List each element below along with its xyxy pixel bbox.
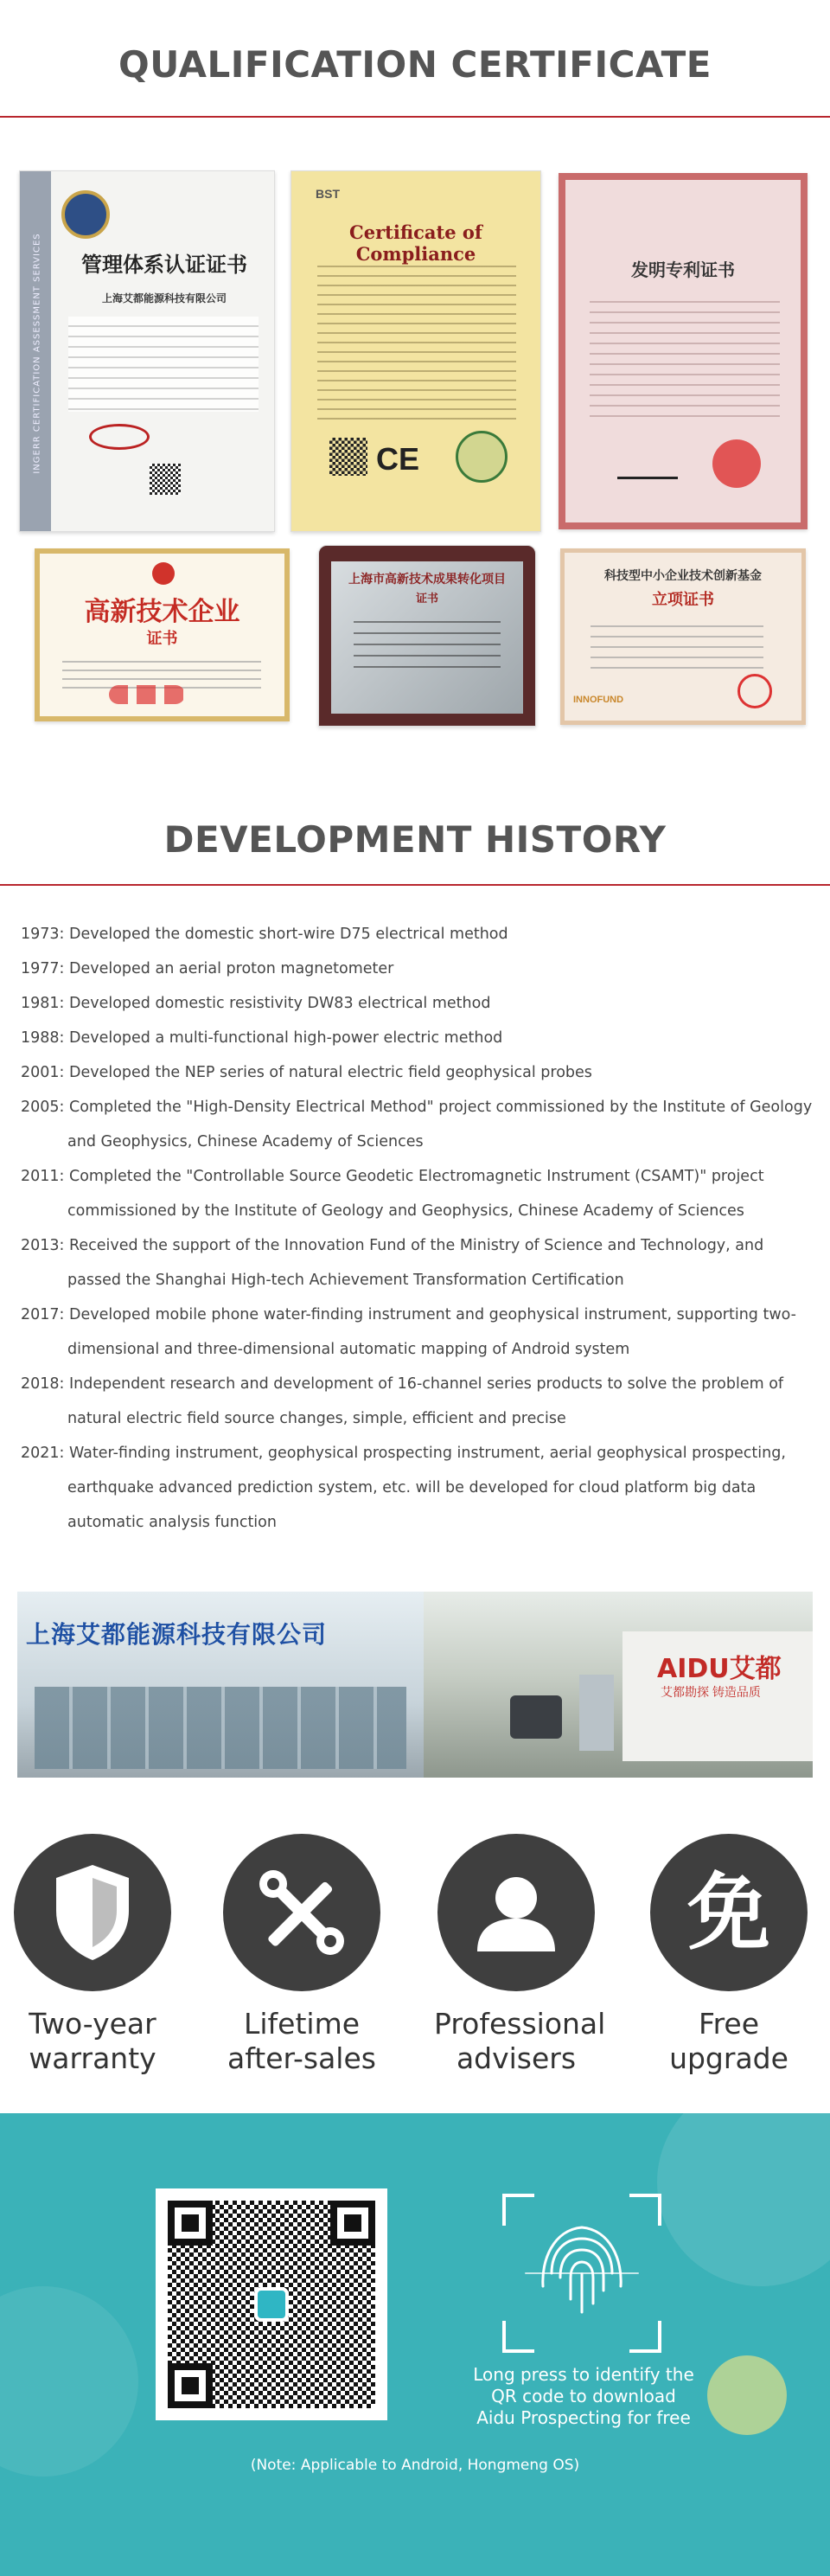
high-tech-enterprise-certificate: [35, 548, 290, 721]
qualification-title-rule: [0, 116, 830, 118]
feature-label-line1: Professional: [434, 2007, 606, 2041]
feature-circle: [437, 1834, 595, 1991]
fingerprint-scan-icon: [500, 2191, 664, 2355]
footer-decor-dot: [707, 2355, 787, 2435]
feature-warranty: [10, 1834, 175, 2076]
history-title: DEVELOPMENT HISTORY: [163, 818, 667, 861]
qr-finder: [168, 2201, 213, 2246]
certificate-text-lines: [590, 292, 780, 422]
feature-after-sales: [220, 1834, 384, 2076]
certificate-heading: Certificate of Compliance: [349, 221, 482, 265]
certificate-text-lines: [68, 317, 259, 412]
certificate-brand-logo: BST: [316, 187, 340, 201]
download-footer: [0, 2113, 830, 2576]
certificate-signature-icon: [617, 458, 678, 479]
ce-mark-icon: CE: [376, 441, 420, 477]
certificate-text-lines: [591, 617, 763, 677]
history-item-2001: 2001: Developed the NEP series of natural electric field geophysical probes: [21, 1064, 592, 1081]
innovation-fund-certificate: [560, 548, 806, 725]
qr-finder: [330, 2201, 375, 2246]
feature-circle: [650, 1834, 808, 1991]
free-icon: 免: [687, 1864, 770, 1961]
certificate-heading: 管理体系认证证书: [81, 253, 247, 277]
feature-label: [10, 2007, 175, 2076]
certificate-heading: 科技型中小企业技术创新基金: [604, 569, 762, 583]
certificate-side-text: INGERR CERTIFICATION ASSESSMENT SERVICES: [32, 233, 42, 474]
history-item-1981: 1981: Developed domestic resistivity DW83 electrical method: [21, 995, 491, 1012]
qualification-title: QUALIFICATION CERTIFICATE: [118, 43, 712, 86]
certificate-company: 上海艾都能源科技有限公司: [101, 292, 227, 304]
management-system-certificate: [19, 170, 275, 532]
feature-advisers: [434, 1834, 606, 2076]
brand-sign-text: AIDU艾都: [657, 1654, 782, 1684]
feature-free-upgrade: [647, 1834, 811, 2076]
download-qr-code[interactable]: [156, 2188, 387, 2420]
office-window-grid: [35, 1687, 406, 1769]
feature-label: [647, 2007, 811, 2076]
gate-booth: [579, 1675, 614, 1751]
certificate-qr-icon: [150, 464, 181, 495]
office-photo: [17, 1592, 424, 1778]
certificate-qr-icon: [329, 438, 367, 476]
qr-pattern: [168, 2201, 375, 2408]
certificate-text-lines: [354, 612, 501, 672]
os-note: (Note: Applicable to Android, Hongmeng OS): [250, 2457, 580, 2474]
history-item-2011: 2011: Completed the "Controllable Source Geodetic Electromagnetic Instrument (CSAMT)" project commissioned by the Institute of Geology and Geophysics, Chinese Academy of Sciences: [21, 1168, 764, 1220]
entrance-photo: [424, 1592, 813, 1778]
certificate-of-compliance: [290, 170, 541, 532]
certificate-heading: 高新技术企业: [84, 597, 240, 627]
certificate-heading: 发明专利证书: [631, 260, 735, 280]
certificate-seal-icon: [109, 685, 185, 704]
office-sign-text: 上海艾都能源科技有限公司: [26, 1620, 328, 1649]
certificate-text-lines: [62, 654, 261, 689]
shield-icon: [49, 1861, 136, 1964]
history-item-2005: 2005: Completed the "High-Density Electrical Method" project commissioned by the Institute of Geology and Geophysics, Chinese Academy of Sciences: [21, 1099, 813, 1150]
feature-label: [434, 2007, 606, 2076]
feature-circle: [14, 1834, 171, 1991]
feature-label-line2: advisers: [456, 2041, 577, 2075]
certificate-heading: 上海市高新技术成果转化项目: [348, 573, 506, 586]
transformation-project-plaque: [318, 545, 536, 727]
history-list: [21, 917, 816, 1540]
footer-decor-circle: [657, 2113, 830, 2286]
history-item-1988: 1988: Developed a multi-functional high-power electric method: [21, 1029, 503, 1047]
history-item-1977: 1977: Developed an aerial proton magnetometer: [21, 960, 394, 977]
person-icon: [469, 1865, 564, 1960]
certificate-emblem-icon: [152, 562, 175, 585]
qr-finder: [168, 2363, 213, 2408]
certificate-subheading: 立项证书: [652, 591, 714, 609]
certificate-subheading: 证书: [415, 593, 438, 606]
feature-label: [220, 2007, 384, 2076]
tools-icon: [254, 1865, 349, 1960]
history-item-2021: 2021: Water-finding instrument, geophysical prospecting instrument, aerial geophysical prospecting, earthquake advanced prediction system, etc. will be developed for cloud platform big data automatic analysis function: [21, 1445, 786, 1531]
history-item-2017: 2017: Developed mobile phone water-finding instrument and geophysical instrument, supporting two-dimensional and three-dimensional automatic mapping of Android system: [21, 1306, 796, 1358]
company-photo-band: [17, 1592, 813, 1778]
certificate-seal-icon: [737, 674, 772, 708]
certificate-subheading: 证书: [146, 630, 178, 648]
certificate-seal-icon: [456, 431, 508, 483]
history-title-rule: [0, 884, 830, 886]
feature-label-line1: Lifetime: [243, 2007, 361, 2041]
history-item-2013: 2013: Received the support of the Innovation Fund of the Ministry of Science and Technology, and passed the Shanghai High-tech Achievement Transformation Certification: [21, 1237, 764, 1289]
invention-patent-certificate: [559, 173, 808, 529]
certificate-seal-icon: [712, 439, 761, 488]
certificate-seal-icon: [61, 190, 110, 239]
history-item-1973: 1973: Developed the domestic short-wire D75 electrical method: [21, 926, 508, 943]
app-logo-icon: [254, 2287, 289, 2322]
feature-label-line2: after-sales: [227, 2041, 376, 2075]
feature-label-line2: warranty: [29, 2041, 156, 2075]
brand-slogan-text: 艾都勘探 铸造品质: [661, 1685, 761, 1699]
certificate-signature-icon: [89, 424, 150, 450]
press-line3: Aidu Prospecting for free: [476, 2407, 691, 2428]
footer-decor-circle: [0, 2286, 138, 2477]
feature-label-line2: upgrade: [669, 2041, 788, 2075]
certificate-text-lines: [317, 258, 516, 422]
feature-label-line1: Two-year: [29, 2007, 156, 2041]
feature-circle: [223, 1834, 380, 1991]
press-line2: QR code to download: [491, 2386, 676, 2406]
certificate-logo: INNOFUND: [573, 695, 624, 705]
history-item-2018: 2018: Independent research and development of 16-channel series products to solve the problem of natural electric field source changes, simple, efficient and precise: [21, 1375, 784, 1427]
feature-label-line1: Free: [698, 2007, 760, 2041]
brand-sign-board: [622, 1631, 813, 1761]
download-instructions: [450, 2364, 718, 2429]
press-line1: Long press to identify the: [473, 2364, 694, 2385]
car-icon: [510, 1695, 562, 1739]
